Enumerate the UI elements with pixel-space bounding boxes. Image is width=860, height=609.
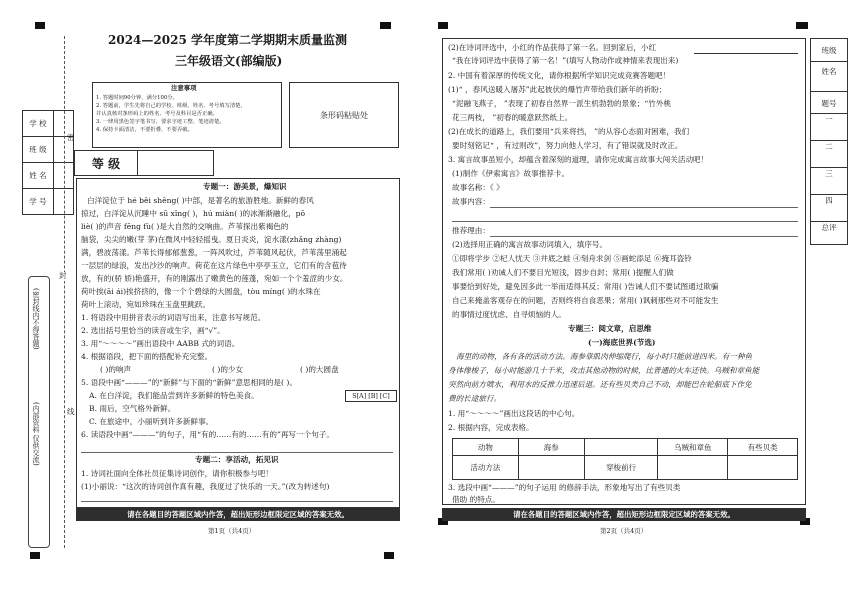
answer-line[interactable] [490,236,798,237]
footer-warning: 请在各题目的答题区域内作答，超出矩形边框限定区域的答案无效。 [442,508,806,521]
notice-line: 3. 一律用黑色签字笔书写，要求字迹工整、笔迹清楚。 [96,119,225,125]
exam-subtitle: 三年级语文(部编版) [175,54,283,68]
student-number-label: 学 号 [23,189,54,214]
table-header: 海参 [518,439,584,456]
q4-blank[interactable]: ( )的响声 [100,365,132,374]
topic2-heading: 专题二：享活动，拓见识 [195,455,279,464]
poem-question-1: (1)小丽说：“这次的诗词创作真有趣，我度过了快乐的一天。”(改为转述句) [81,482,330,491]
article-line: 海里的动物，各有各的活动方法。海参靠肌肉伸缩爬行，每小时只能前进四米。有一种鱼 [456,352,753,361]
grade-box [74,150,214,176]
fable-question-1: (1)制作《伊索寓言》故事推荐卡。 [452,169,570,178]
q4-blank[interactable]: ( )的大圆盘 [300,365,339,374]
registration-mark [384,552,394,559]
story-content: 故事内容： [452,197,490,206]
notice-box [92,82,282,148]
passage-line: 满，碧波荡漾。芦苇长得郁郁葱葱，一阵风吹过，芦苇随风起伏，芦苇荡里涌起 [81,248,347,257]
table-cell[interactable] [728,456,798,480]
table-cell: 穿梭前行 [584,456,658,480]
table-row-label: 活动方法 [453,456,519,480]
passage-line: 掠过，白洋淀从沉睡中 sū xǐng( )，hú miàn( )的冰渐渐融化，pō [81,209,306,218]
notice-line: 4. 保持卡面清洁，不要折叠、不要弄破。 [96,127,193,133]
fable-text: 自己来掩盖客观存在的问题，否则终将自食恶果；常用( )讽刺那些对不可能发生 [452,296,719,305]
q5-option-a: A. 在白洋淀，我们能品尝到许多新鲜的特色美食。 [89,391,259,400]
table-header: 乌贼和章鱼 [658,439,728,456]
poem-question: 1. 诗词社面向全体社员征集诗词创作，请你积极参与吧！ [81,469,273,478]
story-name: 故事名称：《 》 [452,183,504,192]
tradition-q2b: 要时刻铭记“ ，有过则改”，努力向他人学习，有了错误就及时改正。 [452,141,683,150]
class-label: 班 级 [23,137,54,162]
answer-line[interactable] [81,452,393,453]
reading-question-3: 3. 选段中画“———”的句子运用 的修辞手法，形象地写出了有些贝类 [448,483,681,492]
school-label: 学 校 [23,111,54,136]
barcode-label: 条形码粘贴处 [320,110,368,120]
question-1: 1. 将语段中用拼音表示的词语写出来，注意书写规范。 [81,313,266,322]
notice-line: 1. 答题时间90分钟，满分100分。 [96,95,178,101]
fable-text: 事要恰到好处，避免因多此一举而适得其反；常用( )告诫人们不要试图通过欺骗 [452,282,719,291]
notice-heading: 注意事项 [171,84,197,92]
article-line: 突然向前方喷水，利用水的反推力迅速后退。还有些贝类自己不动，却能巴在轮船底下作免 [448,380,752,389]
margin-note-no-answer: (密封线内不得答题) [32,288,40,350]
tradition-q2: (2)在成长的道路上，我们要用“兵来将挡， ”的从容心态面对困难，我们 [448,127,690,136]
question-6: 6. 读语段中画“———”的句子，用“有的……有的……有的”再写一个句子。 [81,430,334,439]
q5-option-c: C. 在旅途中，小丽听到许多新鲜事。 [89,417,214,426]
seal-mark-xian: 线 [67,407,75,416]
poem-question-2b: “我在诗词评选中获得了第一名！”(填写人物动作或神情来表现出来) [452,56,679,65]
article-line: 费的长途旅行。 [448,394,502,403]
article-title: (一)海底世界(节选) [588,338,656,347]
name-label: 姓 名 [23,163,54,188]
footer-warning: 请在各题目的答题区域内作答，超出矩形边框限定区域的答案无效。 [76,508,400,521]
tradition-q1c: 花三两枝， ”初春的暖意跃然纸上。 [452,113,573,122]
grade-label: 等 级 [91,156,121,171]
passage-line: 白洋淀位于 hé běi shěng( )中部，是著名的旅游胜地。新鲜的春风 [87,196,314,205]
q4-blank[interactable]: ( )的少女 [212,365,244,374]
seal-line [64,36,65,548]
table-cell[interactable] [658,456,728,480]
fable-text: 的事情过度忧虑、自寻烦恼的人。 [452,310,566,319]
page-number: 第2页（共4页） [600,527,648,535]
recommend-reason: 推荐理由： [452,226,490,235]
registration-mark [380,22,391,29]
exam-page-2 [430,0,860,609]
q5-choice-box[interactable]: S[A] [B] [C] [345,390,397,402]
score-section-4[interactable]: 四 [811,195,847,222]
topic1-heading: 专题一：游美景，爆知识 [203,182,287,191]
notice-line: 并认真核对条形码上的姓名、考号及科目是否正确。 [96,111,218,117]
table-header: 动物 [453,439,519,456]
barcode-area [289,82,399,148]
passage-line: 脑袋，尖尖的嫩(芽 茅)在微风中轻轻摇曳。夏日炎炎，淀水漾(zhǎng zhàng) [81,235,342,244]
score-name-label: 姓名 [811,62,847,92]
reading-question-2: 2. 根据内容，完成表格。 [448,423,534,432]
score-section-1[interactable]: 一 [811,114,847,141]
table-cell[interactable] [584,439,658,456]
passage-line: liè( )的声音 fēng fù( )是大自然的交响曲。芦苇探出紫褐色的 [81,222,289,231]
passage-line: 放，有的(骄 娇)艳盛开，有的刚露出了嫩黄色的莲蓬，宛如一个个羞涩的少女。 [81,274,348,283]
question-4: 4. 根据语段，把下面的搭配补充完整。 [81,352,213,361]
activity-table [452,438,798,480]
seal-mark-mi: 密 [67,133,75,142]
registration-mark [438,22,448,29]
tradition-q1: (1)“ ，春风送暖入屠苏”此起彼伏的爆竹声带给我们新年的祈盼； [448,85,667,94]
score-box [810,38,848,245]
fable-options: ①即将学步 ②杞人忧天 ③井底之蛙 ④刻舟求剑 ⑤画蛇添足 ⑥掩耳盗铃 [452,254,692,263]
student-info-box [22,110,74,215]
reading-question-1: 1. 用“～～～～”画出这段话的中心句。 [448,409,580,418]
score-total[interactable]: 总评 [821,223,837,232]
registration-mark [30,552,40,559]
poem-question-2: (2)在诗词评选中，小红的作品获得了第一名。回到家后，小红 [448,43,657,52]
fable-question: 3. 寓言故事虽短小，却蕴含着深刻的道理，请你完成寓言故事大闯关活动吧！ [448,155,709,164]
question-5: 5. 语段中画“———”的“新鲜”与下面的“新鲜”意思相同的是( )。 [81,378,297,387]
registration-mark [796,22,808,29]
passage-line: 一层层的绿浪，发出沙沙的响声。荷花在这片绿色中亭亭玉立，它们有的含苞待 [81,261,347,270]
answer-line[interactable] [81,501,393,502]
article-line: 身体像梭子，每小时能游几十千米，攻击其他动物的时候，比普通的火车还快。乌贼和章鱼能 [448,366,760,375]
question-3: 3. 用“～～～～”画出语段中 AABB 式的词语。 [81,339,240,348]
score-question-label: 题号 [811,93,847,114]
fable-question-2: (2)选择用正确的寓言故事动词填入，填序号。 [452,240,608,249]
reading-question-3b: 借助 的特点。 [452,495,500,504]
margin-note-internal: (内部资料 仅供交流) [32,402,40,466]
score-class-label: 班级 [811,39,847,62]
notice-line: 2. 答题前，学生先将自己的学校、班级、姓名、考号填写清楚， [96,103,246,109]
answer-line[interactable] [490,207,798,208]
exam-title: 2024—2025 学年度第二学期期末质量监测 [108,33,347,47]
question-2: 2. 选出括号里恰当的读音或生字，画“√”。 [81,326,225,335]
answer-line[interactable] [694,53,798,54]
tradition-question: 2. 中国有着深厚的传统文化，请你根据所学知识完成竞赛答题吧！ [448,71,671,80]
score-section-3[interactable]: 三 [811,168,847,195]
page-number: 第1页（共4页） [208,527,256,535]
table-cell[interactable] [518,456,584,480]
answer-line[interactable] [452,221,798,222]
q5-option-b: B. 雨后，空气格外新鲜。 [89,404,176,413]
table-header: 有些贝类 [728,439,798,456]
passage-line: 荷叶上滚动，宛如珍珠在玉盘里跳跃。 [81,300,211,309]
score-section-2[interactable]: 二 [811,141,847,168]
registration-mark [35,22,45,29]
fable-text: 我们常用( )劝诫人们不要目光短浅，固步自封；常用( )提醒人们做 [452,268,674,277]
topic3-heading: 专题三：阅文章，启思维 [568,324,652,333]
tradition-q1b: “泥融飞燕子， ”表现了初春自然界一派生机勃勃的景象；“竹外桃 [452,99,672,108]
passage-line: 荷叶挨(āi ái)挨挤挤的，像一个个碧绿的大圆盘，tòu míng( )的水珠在 [81,287,321,296]
seal-mark-feng: 封 [59,271,67,280]
